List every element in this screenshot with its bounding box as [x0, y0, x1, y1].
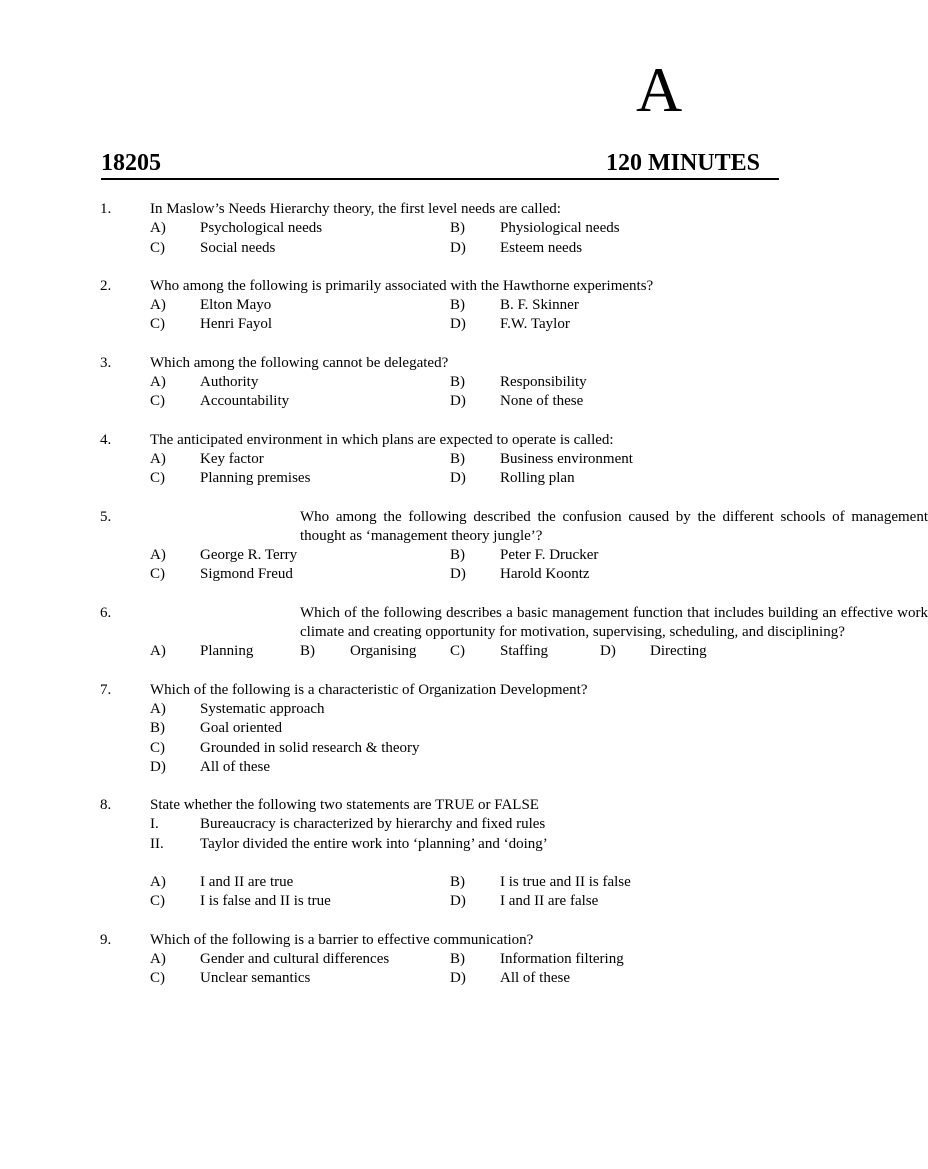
- option-letter: C): [150, 470, 165, 487]
- option-text: Directing: [650, 643, 707, 660]
- option-text: Esteem needs: [500, 239, 583, 256]
- question-number: 1.: [100, 201, 112, 217]
- option-text: Elton Mayo: [200, 297, 272, 314]
- option-letter: A): [150, 450, 166, 467]
- question-5: [0, 508, 928, 585]
- question-text: Which of the following describes a basic management function that includes building an effective work climate and creating opportunity for motivation, supervising, scheduling, and disciplining?: [300, 604, 928, 641]
- option-letter: D): [150, 758, 166, 775]
- option-letter: B): [450, 950, 465, 967]
- option-letter: C): [150, 239, 165, 256]
- option-text: Systematic approach: [200, 700, 325, 717]
- option-text: Accountability: [200, 393, 290, 410]
- question-number: 2.: [100, 277, 112, 294]
- question-7: [0, 681, 826, 777]
- option-letter: B): [450, 874, 465, 891]
- question-number: 4.: [100, 431, 112, 448]
- option-letter: D): [450, 239, 466, 256]
- paper-duration: 120 MINUTES: [605, 150, 760, 176]
- option-text: Organising: [350, 643, 417, 660]
- option-letter: D): [450, 393, 466, 410]
- option-letter: C): [150, 566, 165, 583]
- option-letter: A): [150, 220, 166, 237]
- option-text: I is true and II is false: [500, 874, 631, 891]
- option-text: Social needs: [200, 239, 276, 256]
- option-text: None of these: [500, 393, 584, 410]
- option-text: Sigmond Freud: [200, 566, 293, 583]
- option-letter: C): [150, 893, 165, 910]
- option-text: Goal oriented: [200, 720, 283, 737]
- paper-code: 18205: [101, 150, 161, 176]
- question-number: 3.: [100, 354, 112, 371]
- option-letter: C): [150, 739, 165, 756]
- option-letter: B): [450, 374, 465, 391]
- option-text: All of these: [200, 758, 270, 775]
- statement-number: II.: [150, 835, 164, 852]
- question-number: 6.: [100, 604, 112, 621]
- question-list: [0, 200, 928, 1008]
- question-text: Who among the following described the confusion caused by the different schools of management thought as ‘management theory jungle’?: [300, 508, 928, 544]
- option-text: Peter F. Drucker: [500, 547, 599, 564]
- question-text: State whether the following two statements are TRUE or FALSE: [150, 797, 539, 814]
- option-letter: D): [600, 643, 616, 660]
- option-text: I and II are true: [200, 874, 294, 891]
- option-letter: A): [150, 700, 166, 717]
- question-2: [0, 277, 826, 335]
- question-1: [0, 200, 826, 258]
- question-number: 7.: [100, 681, 112, 698]
- option-text: Authority: [200, 374, 259, 391]
- option-letter: D): [450, 970, 466, 987]
- option-text: Planning: [200, 643, 254, 660]
- question-text: Which among the following cannot be delegated?: [150, 354, 449, 371]
- option-letter: B): [450, 297, 465, 314]
- option-text: Business environment: [500, 450, 633, 467]
- option-letter: D): [450, 893, 466, 910]
- option-text: B. F. Skinner: [500, 297, 579, 314]
- question-9: [0, 931, 826, 989]
- option-letter: A): [150, 643, 166, 660]
- option-text: Psychological needs: [200, 220, 323, 237]
- option-letter: A): [150, 950, 166, 967]
- option-text: Planning premises: [200, 470, 311, 487]
- option-letter: A): [150, 374, 166, 391]
- statement-number: I.: [150, 816, 159, 833]
- question-text: In Maslow’s Needs Hierarchy theory, the first level needs are called:: [150, 201, 561, 217]
- option-text: I is false and II is true: [200, 893, 331, 910]
- option-text: Physiological needs: [500, 220, 620, 237]
- series-letter: A: [636, 54, 683, 125]
- question-text: The anticipated environment in which plans are expected to operate is called:: [150, 431, 614, 448]
- option-letter: B): [450, 220, 465, 237]
- option-text: Information filtering: [500, 950, 624, 967]
- option-text: Unclear semantics: [200, 970, 311, 987]
- option-letter: D): [450, 566, 466, 583]
- option-text: I and II are false: [500, 893, 599, 910]
- option-letter: C): [150, 393, 165, 410]
- option-letter: B): [450, 450, 465, 467]
- option-letter: A): [150, 547, 166, 564]
- question-3: [0, 354, 826, 412]
- question-number: 8.: [100, 797, 112, 814]
- option-text: Responsibility: [500, 374, 587, 391]
- question-text: Which of the following is a characteristic of Organization Development?: [150, 681, 588, 698]
- option-letter: C): [450, 643, 465, 660]
- option-text: Harold Koontz: [500, 566, 590, 583]
- option-letter: B): [450, 547, 465, 564]
- option-text: Gender and cultural differences: [200, 950, 390, 967]
- statement-text: Bureaucracy is characterized by hierarchy and fixed rules: [200, 816, 546, 833]
- option-letter: D): [450, 316, 466, 333]
- option-letter: B): [300, 643, 315, 660]
- option-text: F.W. Taylor: [500, 316, 570, 333]
- option-letter: A): [150, 297, 166, 314]
- option-letter: C): [150, 970, 165, 987]
- question-number: 9.: [100, 931, 112, 948]
- question-6: [0, 604, 928, 662]
- question-number: 5.: [100, 508, 112, 525]
- option-text: All of these: [500, 970, 570, 987]
- question-text: Which of the following is a barrier to effective communication?: [150, 931, 534, 948]
- option-letter: A): [150, 874, 166, 891]
- question-text: Who among the following is primarily associated with the Hawthorne experiments?: [150, 277, 654, 294]
- option-letter: B): [150, 720, 165, 737]
- question-4: [0, 431, 826, 489]
- option-letter: C): [150, 316, 165, 333]
- option-text: Henri Fayol: [200, 316, 273, 333]
- statement-text: Taylor divided the entire work into ‘planning’ and ‘doing’: [200, 835, 548, 852]
- option-text: Staffing: [500, 643, 549, 660]
- paper-header: [101, 146, 779, 180]
- question-8: [0, 796, 826, 911]
- option-text: George R. Terry: [200, 547, 298, 564]
- option-text: Key factor: [200, 450, 264, 467]
- option-letter: D): [450, 470, 466, 487]
- option-text: Rolling plan: [500, 470, 575, 487]
- option-text: Grounded in solid research & theory: [200, 739, 420, 756]
